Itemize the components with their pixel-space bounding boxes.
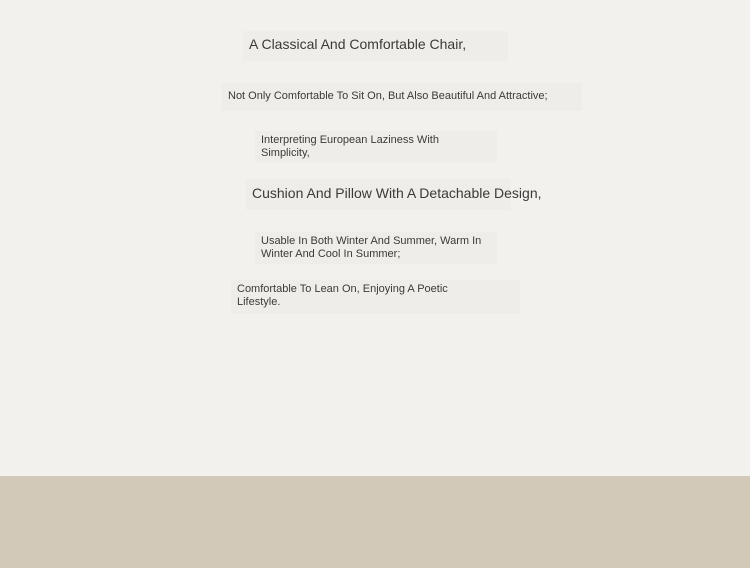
- description-line-winter-summer: Usable In Both Winter And Summer, Warm In Winter And Cool In Summer;: [255, 232, 497, 264]
- description-line-european-laziness: Interpreting European Laziness With Simplicity,: [255, 131, 497, 163]
- description-line-classical-chair: A Classical And Comfortable Chair,: [243, 31, 508, 61]
- footer-color-band: [0, 476, 750, 568]
- description-line-poetic-lifestyle: Comfortable To Lean On, Enjoying A Poetic Lifestyle.: [231, 280, 520, 314]
- description-line-detachable-design: Cushion And Pillow With A Detachable Design,: [246, 179, 511, 210]
- description-line-comfortable-attractive: Not Only Comfortable To Sit On, But Also Beautiful And Attractive;: [222, 83, 582, 111]
